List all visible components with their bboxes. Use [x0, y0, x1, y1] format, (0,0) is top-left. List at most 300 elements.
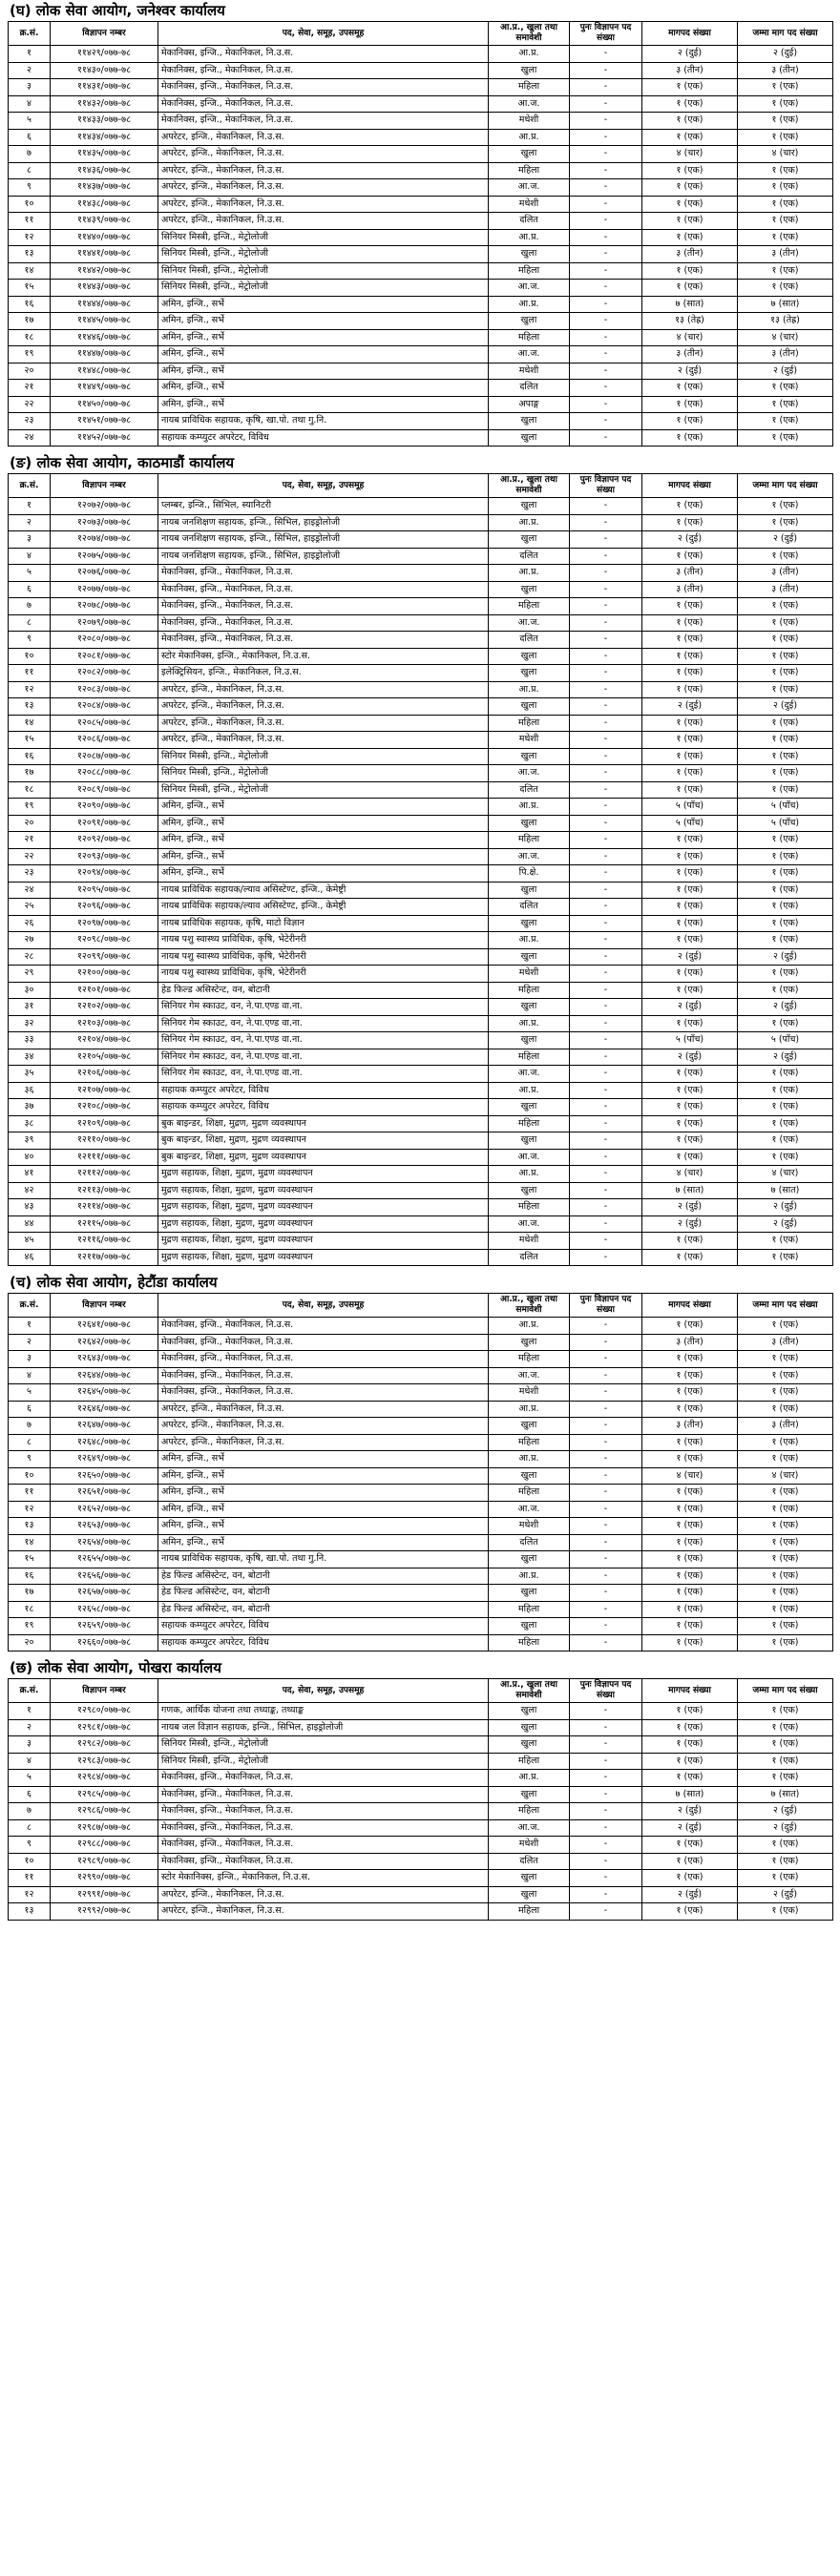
demand-count-cell: १ (एक): [642, 380, 738, 397]
post-name-cell: अपरेटर, इन्जि., मेकानिकल, नि.उ.स.: [158, 715, 489, 732]
republish-count-cell: -: [570, 1418, 642, 1435]
group-type-cell: खुला: [489, 748, 570, 765]
serial-number-cell: ७: [9, 598, 51, 615]
post-name-cell: अपरेटर, इन्जि., मेकानिकल, नि.उ.स.: [158, 1434, 489, 1451]
table-row: [9, 1384, 833, 1402]
table-header-row: [9, 22, 833, 46]
table-row: [9, 280, 833, 297]
total-demand-count-cell: १ (एक): [738, 1384, 833, 1402]
post-name-cell: अमिन, इन्जि., सर्भे: [158, 363, 489, 380]
demand-count-cell: १ (एक): [642, 614, 738, 632]
group-type-cell: आ.ज.: [489, 614, 570, 632]
total-demand-count-cell: १ (एक): [738, 715, 833, 732]
group-type-cell: महिला: [489, 329, 570, 346]
total-demand-count-cell: १ (एक): [738, 262, 833, 280]
serial-number-cell: १२: [9, 229, 51, 246]
demand-count-cell: १ (एक): [642, 1518, 738, 1535]
post-name-cell: गणक, आर्थिक योजना तथा तथ्याङ्क, तथ्याङ्क: [158, 1703, 489, 1720]
serial-number-cell: ११: [9, 665, 51, 682]
section-title: (ङ) लोक सेवा आयोग, काठमाडौं कार्यालय: [10, 454, 235, 471]
republish-count-cell: -: [570, 1903, 642, 1921]
demand-count-cell: १ (एक): [642, 162, 738, 179]
republish-count-cell: -: [570, 1015, 642, 1032]
serial-number-cell: ४५: [9, 1233, 51, 1250]
table-row: [9, 1568, 833, 1585]
group-type-cell: महिला: [489, 982, 570, 999]
total-demand-count-cell: १ (एक): [738, 1367, 833, 1384]
post-name-cell: सहायक कम्प्युटर अपरेटर, विविध: [158, 1618, 489, 1635]
post-name-cell: स्टोर मेकानिक्स, इन्जि., मेकानिकल, नि.उ.स.: [158, 648, 489, 665]
serial-number-cell: ४१: [9, 1166, 51, 1183]
post-name-cell: अपरेटर, इन्जि., मेकानिकल, नि.उ.स.: [158, 1401, 489, 1418]
post-name-cell: अमिन, इन्जि., सर्भे: [158, 380, 489, 397]
serial-number-cell: ३०: [9, 982, 51, 999]
republish-count-cell: -: [570, 1199, 642, 1216]
serial-number-cell: १६: [9, 1568, 51, 1585]
total-demand-count-cell: १ (एक): [738, 632, 833, 649]
group-type-cell: मधेशी: [489, 1233, 570, 1250]
table-row: [9, 1870, 833, 1887]
table-row: [9, 1585, 833, 1602]
republish-count-cell: -: [570, 1703, 642, 1720]
vacancy-table: [8, 21, 833, 447]
table-row: [9, 1233, 833, 1250]
group-type-cell: खुला: [489, 413, 570, 430]
republish-count-cell: -: [570, 1501, 642, 1518]
total-demand-count-cell: १ (एक): [738, 280, 833, 297]
republish-count-cell: -: [570, 982, 642, 999]
ad-number-cell: १२६४८/०७७-७८: [51, 1434, 158, 1451]
group-type-cell: आ.ज.: [489, 346, 570, 364]
demand-count-cell: ७ (सात): [642, 1786, 738, 1803]
table-row: [9, 1132, 833, 1150]
group-type-cell: खुला: [489, 1719, 570, 1736]
total-demand-count-cell: २ (दुई): [738, 948, 833, 966]
ad-number-cell: १२१००/०७७-७८: [51, 966, 158, 983]
demand-count-cell: १ (एक): [642, 1066, 738, 1083]
republish-count-cell: -: [570, 1753, 642, 1770]
ad-number-cell: १२०८३/०७७-७८: [51, 681, 158, 698]
post-name-cell: सहायक कम्प्युटर अपरेटर, विविध: [158, 429, 489, 447]
republish-count-cell: -: [570, 548, 642, 565]
serial-number-cell: ४२: [9, 1182, 51, 1199]
total-demand-count-cell: १ (एक): [738, 832, 833, 849]
serial-number-cell: २४: [9, 882, 51, 899]
total-demand-count-cell: १ (एक): [738, 1115, 833, 1132]
ad-number-cell: १२६४२/०७७-७८: [51, 1334, 158, 1351]
ad-number-cell: ११४४५/०७७-७८: [51, 313, 158, 330]
demand-count-cell: १ (एक): [642, 129, 738, 146]
serial-number-cell: २२: [9, 396, 51, 413]
column-header-repub: पुनः विज्ञापन पद संख्या: [570, 474, 642, 498]
total-demand-count-cell: २ (दुई): [738, 1199, 833, 1216]
ad-number-cell: १२०८७/०७७-७८: [51, 748, 158, 765]
table-row: [9, 915, 833, 932]
group-type-cell: आ.प्र.: [489, 1318, 570, 1335]
republish-count-cell: -: [570, 179, 642, 197]
serial-number-cell: ३: [9, 1351, 51, 1368]
serial-number-cell: १७: [9, 313, 51, 330]
post-name-cell: मुद्रण सहायक, शिक्षा, मुद्रण, मुद्रण व्यवस्थापन: [158, 1199, 489, 1216]
serial-number-cell: २७: [9, 932, 51, 949]
republish-count-cell: -: [570, 748, 642, 765]
serial-number-cell: १८: [9, 781, 51, 799]
serial-number-cell: ७: [9, 1418, 51, 1435]
ad-number-cell: १२०७२/०७७-७८: [51, 498, 158, 515]
post-name-cell: अपरेटर, इन्जि., मेकानिकल, नि.उ.स.: [158, 213, 489, 230]
republish-count-cell: -: [570, 380, 642, 397]
serial-number-cell: २३: [9, 865, 51, 883]
post-name-cell: अपरेटर, इन्जि., मेकानिकल, नि.उ.स.: [158, 698, 489, 716]
column-header-group: आ.प्र., खुला तथा समावेशी: [489, 474, 570, 498]
republish-count-cell: -: [570, 129, 642, 146]
serial-number-cell: ४४: [9, 1215, 51, 1233]
total-demand-count-cell: २ (दुई): [738, 363, 833, 380]
ad-number-cell: १२९८६/०७७-७८: [51, 1803, 158, 1820]
ad-number-cell: १२१०१/०७७-७८: [51, 982, 158, 999]
post-name-cell: प्लम्बर, इन्जि., सिभिल, स्यानिटरी: [158, 498, 489, 515]
republish-count-cell: -: [570, 1351, 642, 1368]
total-demand-count-cell: १ (एक): [738, 681, 833, 698]
serial-number-cell: २३: [9, 413, 51, 430]
table-row: [9, 1551, 833, 1568]
post-name-cell: मेकानिक्स, इन्जि., मेकानिकल, नि.उ.स.: [158, 1318, 489, 1335]
post-name-cell: मेकानिक्स, इन्जि., मेकानिकल, नि.उ.स.: [158, 1334, 489, 1351]
republish-count-cell: -: [570, 531, 642, 549]
serial-number-cell: १०: [9, 1853, 51, 1870]
ad-number-cell: १२६४३/०७७-७८: [51, 1351, 158, 1368]
serial-number-cell: ८: [9, 1434, 51, 1451]
serial-number-cell: ६: [9, 581, 51, 598]
ad-number-cell: १२०७७/०७७-७८: [51, 581, 158, 598]
republish-count-cell: -: [570, 799, 642, 816]
group-type-cell: आ.ज.: [489, 280, 570, 297]
total-demand-count-cell: १ (एक): [738, 179, 833, 197]
post-name-cell: नायब प्राविधिक सहायक, कृषि, खा.पो. तथा गु.नि.: [158, 1551, 489, 1568]
post-name-cell: हेड फिल्ड असिस्टेन्ट, वन, बोटानी: [158, 1601, 489, 1618]
serial-number-cell: १०: [9, 1467, 51, 1485]
table-row: [9, 196, 833, 213]
column-header-post: पद, सेवा, समूह, उपसमूह: [158, 22, 489, 46]
post-name-cell: नायब पशु स्वास्थ्य प्राविधिक, कृषि, भेटेरीनरी: [158, 948, 489, 966]
group-type-cell: महिला: [489, 162, 570, 179]
total-demand-count-cell: २ (दुई): [738, 46, 833, 63]
republish-count-cell: -: [570, 1853, 642, 1870]
table-row: [9, 246, 833, 263]
group-type-cell: खुला: [489, 948, 570, 966]
ad-number-cell: १२१०८/०७७-७८: [51, 1099, 158, 1116]
ad-number-cell: ११४४२/०७७-७८: [51, 262, 158, 280]
group-type-cell: महिला: [489, 79, 570, 96]
ad-number-cell: १२०९०/०७७-७८: [51, 799, 158, 816]
ad-number-cell: १२०८६/०७७-७८: [51, 732, 158, 749]
post-name-cell: मेकानिक्स, इन्जि., मेकानिकल, नि.उ.स.: [158, 614, 489, 632]
ad-number-cell: ११४३३/०७७-७८: [51, 113, 158, 130]
table-row: [9, 1149, 833, 1166]
table-row: [9, 865, 833, 883]
table-row: [9, 982, 833, 999]
serial-number-cell: २८: [9, 948, 51, 966]
demand-count-cell: १ (एक): [642, 1082, 738, 1099]
demand-count-cell: १ (एक): [642, 966, 738, 983]
group-type-cell: खुला: [489, 1182, 570, 1199]
serial-number-cell: ३५: [9, 1066, 51, 1083]
post-name-cell: सिनियर मिस्त्री, इन्जि., मेट्रोलोजी: [158, 246, 489, 263]
group-type-cell: महिला: [489, 715, 570, 732]
republish-count-cell: -: [570, 1166, 642, 1183]
group-type-cell: खुला: [489, 1467, 570, 1485]
demand-count-cell: १ (एक): [642, 1719, 738, 1736]
demand-count-cell: १ (एक): [642, 598, 738, 615]
group-type-cell: खुला: [489, 648, 570, 665]
table-row: [9, 765, 833, 782]
serial-number-cell: २: [9, 1719, 51, 1736]
republish-count-cell: -: [570, 781, 642, 799]
vacancy-table: [8, 473, 833, 1266]
serial-number-cell: ५: [9, 1384, 51, 1402]
republish-count-cell: -: [570, 1049, 642, 1066]
total-demand-count-cell: १ (एक): [738, 1585, 833, 1602]
serial-number-cell: १३: [9, 698, 51, 716]
table-row: [9, 179, 833, 197]
serial-number-cell: २१: [9, 832, 51, 849]
ad-number-cell: ११४५२/०७७-७८: [51, 429, 158, 447]
republish-count-cell: -: [570, 1115, 642, 1132]
ad-number-cell: १२१०६/०७७-७८: [51, 1066, 158, 1083]
ad-number-cell: १२९८८/०७७-७८: [51, 1837, 158, 1854]
post-name-cell: मेकानिक्स, इन्जि., मेकानिकल, नि.उ.स.: [158, 46, 489, 63]
table-row: [9, 413, 833, 430]
republish-count-cell: -: [570, 915, 642, 932]
post-name-cell: नायब जनशिक्षण सहायक, इन्जि., सिभिल, हाइड्रोलोजी: [158, 548, 489, 565]
post-name-cell: सिनियर मिस्त्री, इन्जि., मेट्रोलोजी: [158, 262, 489, 280]
post-name-cell: नायब जनशिक्षण सहायक, इन्जि., सिभिल, हाइड्रोलोजी: [158, 531, 489, 549]
serial-number-cell: १: [9, 1318, 51, 1335]
post-name-cell: मेकानिक्स, इन्जि., मेकानिकल, नि.उ.स.: [158, 1803, 489, 1820]
republish-count-cell: -: [570, 1401, 642, 1418]
serial-number-cell: ९: [9, 1837, 51, 1854]
table-row: [9, 832, 833, 849]
total-demand-count-cell: ५ (पाँच): [738, 815, 833, 832]
group-type-cell: मधेशी: [489, 1384, 570, 1402]
post-name-cell: अपरेटर, इन्जि., मेकानिकल, नि.उ.स.: [158, 196, 489, 213]
table-row: [9, 113, 833, 130]
republish-count-cell: -: [570, 1451, 642, 1468]
serial-number-cell: १८: [9, 1601, 51, 1618]
table-row: [9, 1518, 833, 1535]
serial-number-cell: १२: [9, 1886, 51, 1903]
republish-count-cell: -: [570, 1736, 642, 1754]
table-row: [9, 781, 833, 799]
post-name-cell: मेकानिक्स, इन्जि., मेकानिकल, नि.उ.स.: [158, 632, 489, 649]
table-row: [9, 1182, 833, 1199]
demand-count-cell: १ (एक): [642, 1401, 738, 1418]
table-row: [9, 1753, 833, 1770]
group-type-cell: खुला: [489, 1585, 570, 1602]
group-type-cell: मधेशी: [489, 363, 570, 380]
total-demand-count-cell: १ (एक): [738, 966, 833, 983]
republish-count-cell: -: [570, 598, 642, 615]
demand-count-cell: १ (एक): [642, 1115, 738, 1132]
ad-number-cell: ११४४८/०७७-७८: [51, 363, 158, 380]
ad-number-cell: १२६४५/०७७-७८: [51, 1384, 158, 1402]
total-demand-count-cell: १ (एक): [738, 1568, 833, 1585]
ad-number-cell: १२०७८/०७७-७८: [51, 598, 158, 615]
total-demand-count-cell: १ (एक): [738, 1703, 833, 1720]
group-type-cell: आ.प्र.: [489, 799, 570, 816]
post-name-cell: सिनियर गेम स्काउट, वन, ने.पा.एण्ड वा.ना.: [158, 1066, 489, 1083]
serial-number-cell: ३: [9, 1736, 51, 1754]
demand-count-cell: १ (एक): [642, 1870, 738, 1887]
ad-number-cell: १२९९१/०७७-७८: [51, 1886, 158, 1903]
table-row: [9, 380, 833, 397]
total-demand-count-cell: १ (एक): [738, 95, 833, 113]
serial-number-cell: ३९: [9, 1132, 51, 1150]
total-demand-count-cell: १ (एक): [738, 1149, 833, 1166]
demand-count-cell: ५ (पाँच): [642, 799, 738, 816]
republish-count-cell: -: [570, 498, 642, 515]
post-name-cell: सिनियर गेम स्काउट, वन, ने.पा.एण्ड वा.ना.: [158, 999, 489, 1016]
table-header-row: [9, 1294, 833, 1318]
group-type-cell: महिला: [489, 1199, 570, 1216]
demand-count-cell: १ (एक): [642, 1837, 738, 1854]
ad-number-cell: १२९८३/०७७-७८: [51, 1753, 158, 1770]
serial-number-cell: ८: [9, 614, 51, 632]
serial-number-cell: २६: [9, 915, 51, 932]
post-name-cell: मेकानिक्स, इन्जि., मेकानिकल, नि.उ.स.: [158, 1837, 489, 1854]
serial-number-cell: २०: [9, 363, 51, 380]
group-type-cell: खुला: [489, 1032, 570, 1049]
serial-number-cell: ४: [9, 95, 51, 113]
total-demand-count-cell: १ (एक): [738, 1401, 833, 1418]
group-type-cell: खुला: [489, 815, 570, 832]
table-row: [9, 948, 833, 966]
demand-count-cell: १ (एक): [642, 1384, 738, 1402]
post-name-cell: सिनियर गेम स्काउट, वन, ने.पा.एण्ड वा.ना.: [158, 1032, 489, 1049]
ad-number-cell: १२०९१/०७७-७८: [51, 815, 158, 832]
post-name-cell: मेकानिक्स, इन्जि., मेकानिकल, नि.उ.स.: [158, 581, 489, 598]
serial-number-cell: १४: [9, 1534, 51, 1551]
demand-count-cell: १ (एक): [642, 648, 738, 665]
demand-count-cell: १ (एक): [642, 899, 738, 916]
ad-number-cell: १२०७३/०७७-७८: [51, 514, 158, 531]
demand-count-cell: १ (एक): [642, 498, 738, 515]
ad-number-cell: १२१०२/०७७-७८: [51, 999, 158, 1016]
group-type-cell: खुला: [489, 1418, 570, 1435]
group-type-cell: खुला: [489, 1099, 570, 1116]
republish-count-cell: -: [570, 1618, 642, 1635]
republish-count-cell: -: [570, 1786, 642, 1803]
demand-count-cell: १ (एक): [642, 514, 738, 531]
republish-count-cell: -: [570, 46, 642, 63]
total-demand-count-cell: १ (एक): [738, 1485, 833, 1502]
post-name-cell: इलेक्ट्रिसियन, इन्जि., मेकानिकल, नि.उ.स.: [158, 665, 489, 682]
group-type-cell: मधेशी: [489, 113, 570, 130]
total-demand-count-cell: ७ (सात): [738, 1182, 833, 1199]
total-demand-count-cell: १ (एक): [738, 899, 833, 916]
ad-number-cell: १२०९९/०७७-७८: [51, 948, 158, 966]
column-header-post: पद, सेवा, समूह, उपसमूह: [158, 1294, 489, 1318]
table-row: [9, 1166, 833, 1183]
table-row: [9, 1886, 833, 1903]
table-row: [9, 1803, 833, 1820]
ad-number-cell: १२१०९/०७७-७८: [51, 1115, 158, 1132]
serial-number-cell: १८: [9, 329, 51, 346]
ad-number-cell: १२१०५/०७७-७८: [51, 1049, 158, 1066]
ad-number-cell: ११४३०/०७७-७८: [51, 62, 158, 79]
ad-number-cell: १२९८७/०७७-७८: [51, 1819, 158, 1837]
post-name-cell: मुद्रण सहायक, शिक्षा, मुद्रण, मुद्रण व्यवस्थापन: [158, 1182, 489, 1199]
serial-number-cell: १३: [9, 1903, 51, 1921]
serial-number-cell: २९: [9, 966, 51, 983]
group-type-cell: मधेशी: [489, 1518, 570, 1535]
post-name-cell: अमिन, इन्जि., सर्भे: [158, 865, 489, 883]
republish-count-cell: -: [570, 681, 642, 698]
ad-number-cell: १२११२/०७७-७८: [51, 1166, 158, 1183]
post-name-cell: अमिन, इन्जि., सर्भे: [158, 1501, 489, 1518]
serial-number-cell: ६: [9, 1786, 51, 1803]
column-header-group: आ.प्र., खुला तथा समावेशी: [489, 1294, 570, 1318]
ad-number-cell: १२०९७/०७७-७८: [51, 915, 158, 932]
republish-count-cell: -: [570, 1634, 642, 1652]
table-row: [9, 1634, 833, 1652]
table-row: [9, 1401, 833, 1418]
table-row: [9, 329, 833, 346]
group-type-cell: खुला: [489, 429, 570, 447]
serial-number-cell: १३: [9, 1518, 51, 1535]
demand-count-cell: १ (एक): [642, 1501, 738, 1518]
ad-number-cell: १२१०४/०७७-७८: [51, 1032, 158, 1049]
demand-count-cell: ४ (चार): [642, 1166, 738, 1183]
ad-number-cell: १२११३/०७७-७८: [51, 1182, 158, 1199]
group-type-cell: आ.ज.: [489, 1501, 570, 1518]
ad-number-cell: १२६४६/०७७-७८: [51, 1401, 158, 1418]
table-header-row: [9, 474, 833, 498]
demand-count-cell: १ (एक): [642, 732, 738, 749]
group-type-cell: आ.ज.: [489, 765, 570, 782]
column-header-demand: मागपद संख्या: [642, 474, 738, 498]
demand-count-cell: १ (एक): [642, 113, 738, 130]
total-demand-count-cell: १ (एक): [738, 1066, 833, 1083]
demand-count-cell: ३ (तीन): [642, 581, 738, 598]
group-type-cell: आ.प्र.: [489, 514, 570, 531]
ad-number-cell: १२९८०/०७७-७८: [51, 1703, 158, 1720]
ad-number-cell: ११४५१/०७७-७८: [51, 413, 158, 430]
table-row: [9, 514, 833, 531]
ad-number-cell: १२११७/०७७-७८: [51, 1249, 158, 1266]
group-type-cell: खुला: [489, 498, 570, 515]
serial-number-cell: २०: [9, 815, 51, 832]
column-header-sn: क्र.सं.: [9, 1294, 51, 1318]
post-name-cell: मुद्रण सहायक, शिक्षा, मुद्रण, मुद्रण व्यवस्थापन: [158, 1249, 489, 1266]
column-header-post: पद, सेवा, समूह, उपसमूह: [158, 1679, 489, 1703]
group-type-cell: खुला: [489, 1618, 570, 1635]
post-name-cell: हेड फिल्ड असिस्टेन्ट, वन, बोटानी: [158, 1585, 489, 1602]
post-name-cell: सिनियर मिस्त्री, इन्जि., मेट्रोलोजी: [158, 748, 489, 765]
republish-count-cell: -: [570, 1870, 642, 1887]
demand-count-cell: २ (दुई): [642, 1215, 738, 1233]
total-demand-count-cell: १ (एक): [738, 1601, 833, 1618]
demand-count-cell: १ (एक): [642, 848, 738, 865]
demand-count-cell: १ (एक): [642, 932, 738, 949]
ad-number-cell: ११४४४/०७७-७८: [51, 296, 158, 313]
post-name-cell: सहायक कम्प्युटर अपरेटर, विविध: [158, 1634, 489, 1652]
table-row: [9, 262, 833, 280]
total-demand-count-cell: १ (एक): [738, 1736, 833, 1754]
republish-count-cell: -: [570, 1149, 642, 1166]
republish-count-cell: -: [570, 581, 642, 598]
demand-count-cell: २ (दुई): [642, 698, 738, 716]
